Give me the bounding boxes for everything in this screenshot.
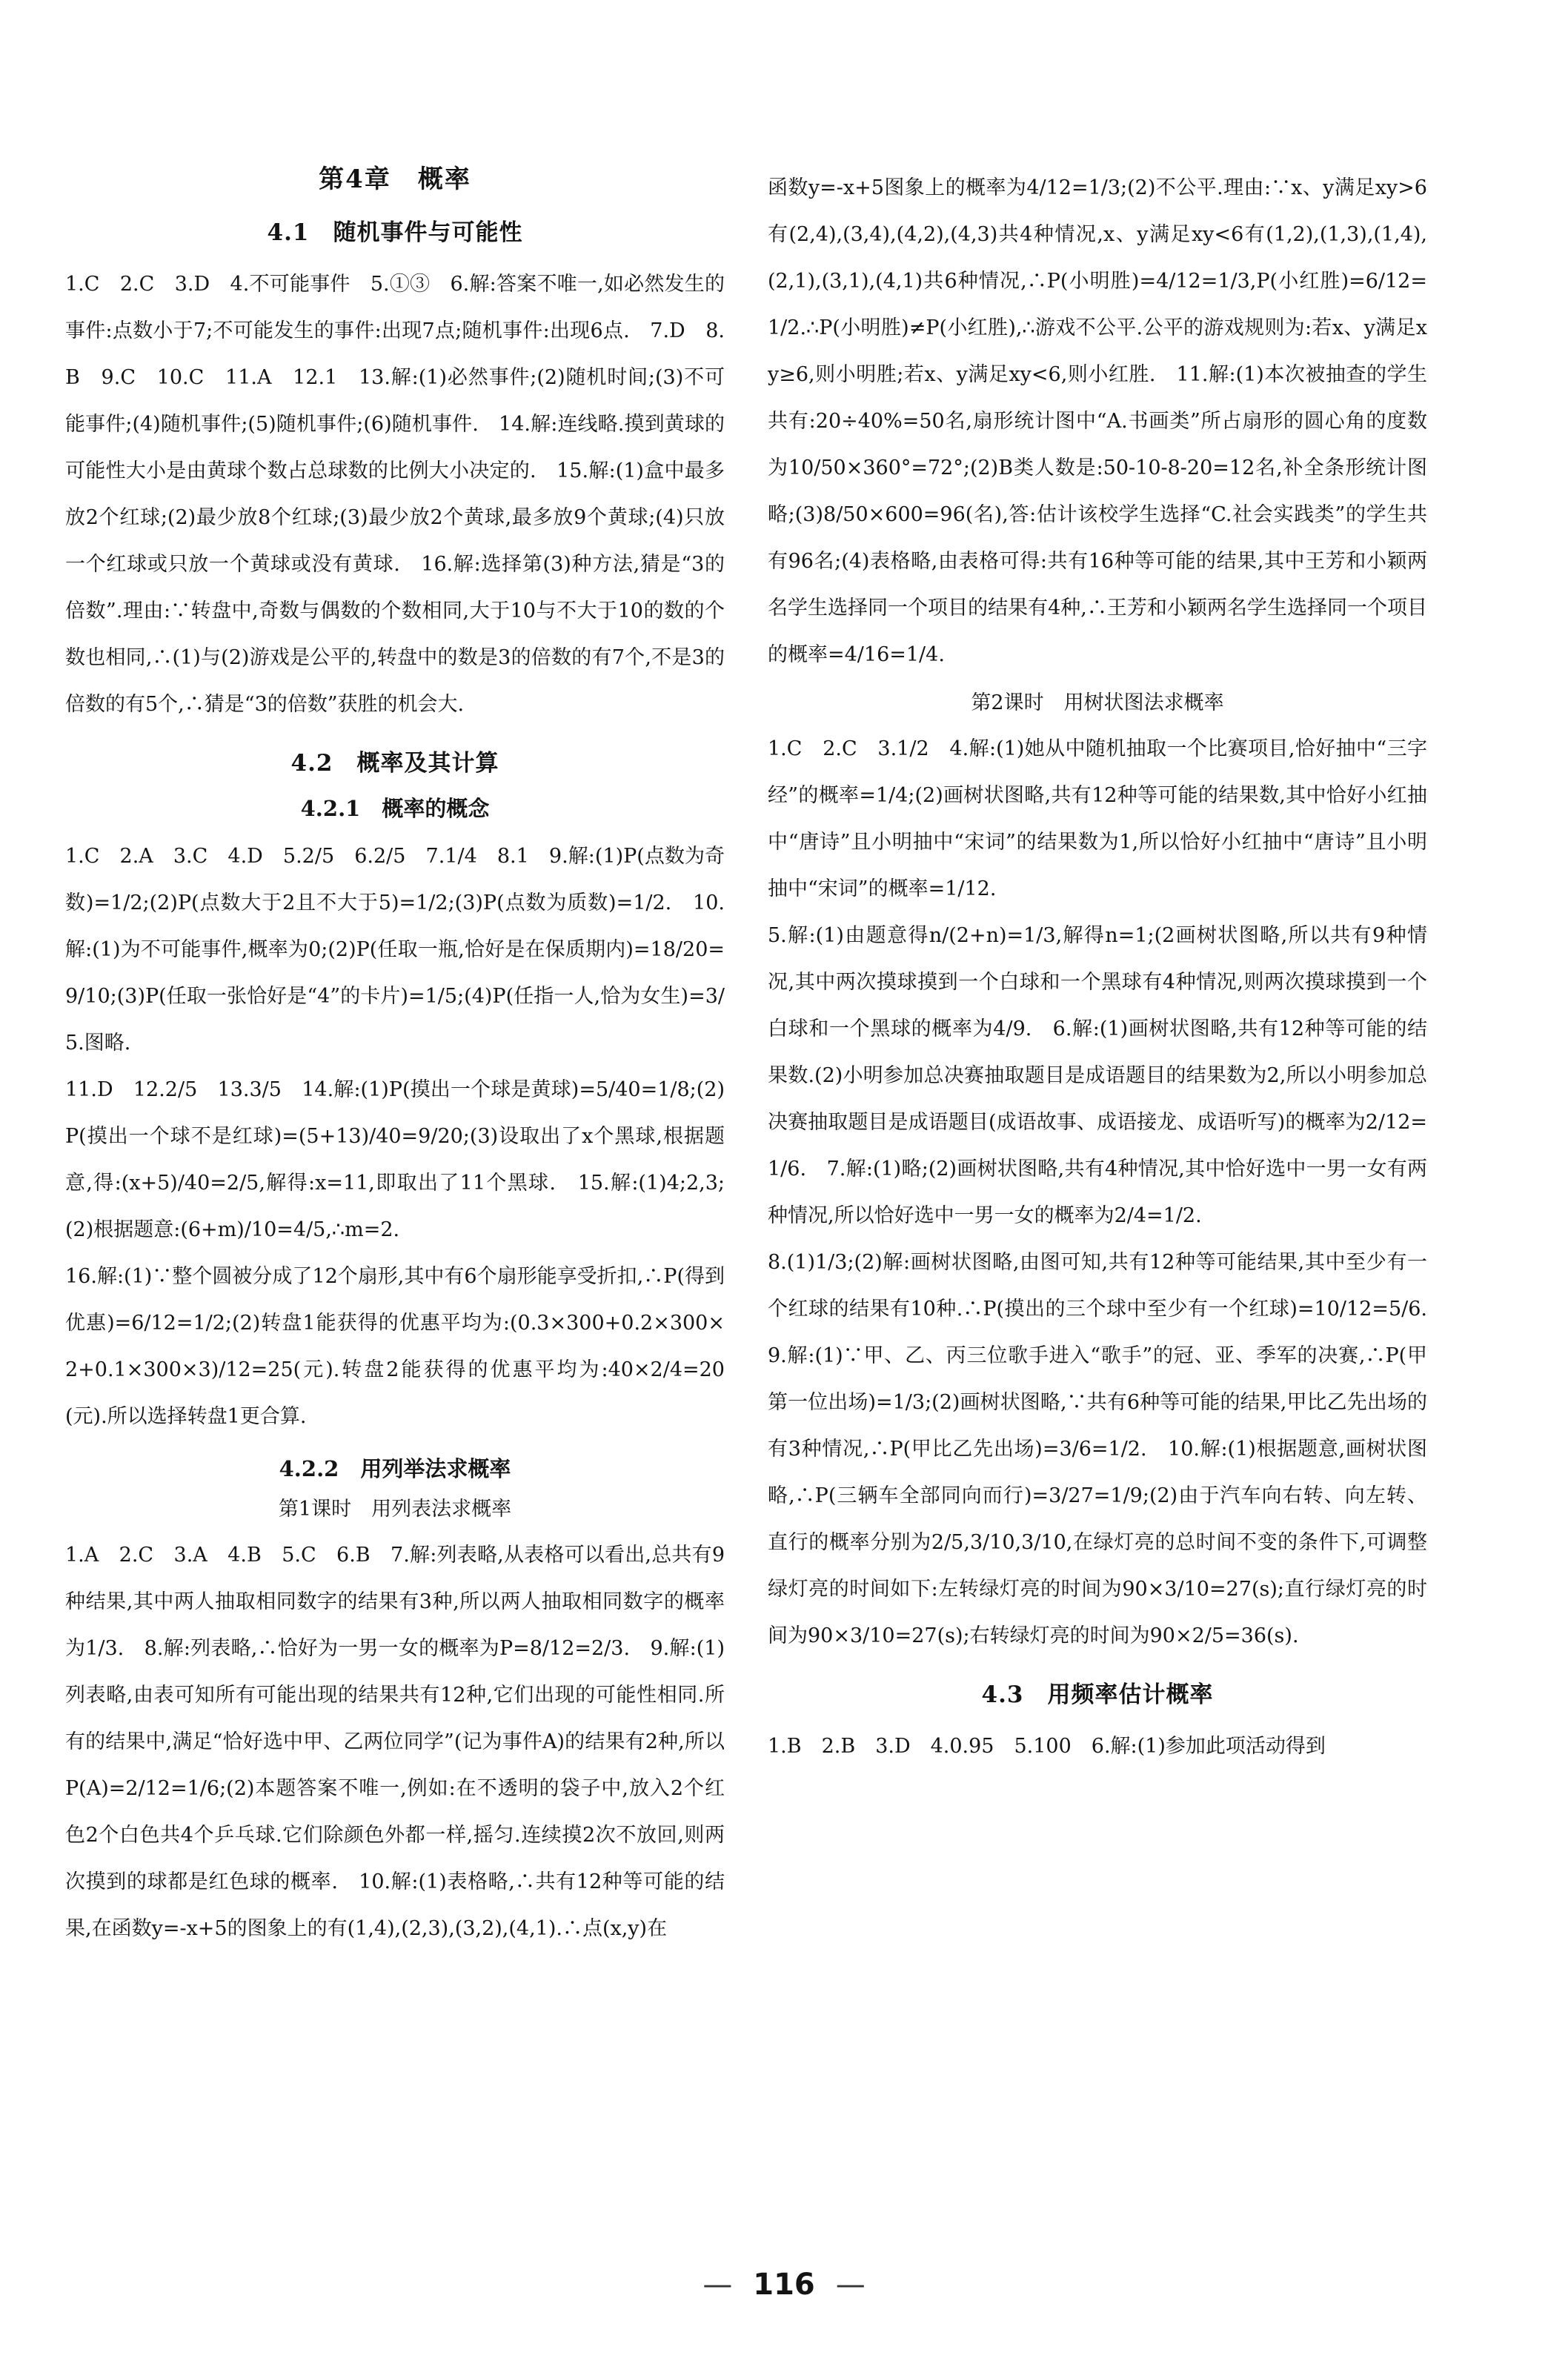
subsection-title-4-2-2: 4.2.2 用列举法求概率 bbox=[279, 1456, 511, 1481]
answers-4-3: 1.B 2.B 3.D 4.0.95 5.100 6.解:(1)参加此项活动得到 bbox=[768, 1735, 1326, 1758]
section-title-4-3: 4.3 用频率估计概率 bbox=[981, 1681, 1214, 1708]
page-number: 116 bbox=[753, 2268, 815, 2302]
answers-4-2-1-part-1: 1.C 2.A 3.C 4.D 5.2/5 6.2/5 7.1/4 8.1 9.解:(1)P(点数为奇数)=1/2;(2)P(点数大于2且不大于5)=1/2;(3)P(点数为质数)=1/2. 10.解:(1)为不可能事件,概率为0;(2)P(任取一瓶,恰好是在保质期内)=18/20=9/10;(3)P(任取一张恰好是“4”的卡片)=1/5;(4)P(任指一人,恰为女生)=3/5.图略. bbox=[65, 845, 725, 1055]
lesson-title-1: 第1课时 用列表法求概率 bbox=[278, 1498, 512, 1521]
answers-4-1: 1.C 2.C 3.D 4.不可能事件 5.①③ 6.解:答案不唯一,如必然发生的事件:点数小于7;不可能发生的事件:出现7点;随机事件:出现6点. 7.D 8.B 9.C 10.C 11.A 12.1 13.解:(1)必然事件;(2)随机时间;(3)不可能事件;(4)随机事件;(5)随机事件;(6)随机事件. 14.解:连线略.摸到黄球的可能性大小是由黄球个数占总球数的比例大小决定的. 15.解:(1)盒中最多放2个红球;(2)最少放8个红球;(3)最少放2个黄球,最多放9个黄球;(4)只放一个红球或只放一个黄球或没有黄球. 16.解:选择第(3)种方法,猜是“3的倍数”.理由:∵转盘中,奇数与偶数的个数相同,大于10与不大于10的数的个数也相同,∴(1)与(2)游戏是公平的,转盘中的数是3的倍数的有7个,不是3的倍数的有5个,∴猜是“3的倍数”获胜的机会大. bbox=[65, 273, 725, 716]
footer-dash-right: — bbox=[835, 2268, 866, 2302]
section-title-4-1: 4.1 随机事件与可能性 bbox=[267, 219, 523, 246]
answers-lesson-2-part-3: 8.(1)1/3;(2)解:画树状图略,由图可知,共有12种等可能结果,其中至少有一个红球的结果有10种.∴P(摸出的三个球中至少有一个红球)=10/12=5/6. 9.解:(1)∵甲、乙、丙三位歌手进入“歌手”的冠、亚、季军的决赛,∴P(甲第一位出场)=1/3;(2)画树状图略,∵共有6种等可能的结果,甲比乙先出场的有3种情况,∴P(甲比乙先出场)=3/6=1/2. 10.解:(1)根据题意,画树状图略,∴P(三辆车全部同向而行)=3/27=1/9;(2)由于汽车向右转、向左转、直行的概率分别为2/5,3/10,3/10,在绿灯亮的总时间不变的条件下,可调整绿灯亮的时间如下:左转绿灯亮的时间为90×3/10=27(s);直行绿灯亮的时间为90×3/10=27(s);右转绿灯亮的时间为90×2/5=36(s). bbox=[768, 1251, 1447, 1647]
answers-4-2-1-part-3: 16.解:(1)∵整个圆被分成了12个扇形,其中有6个扇形能享受折扣,∴P(得到优惠)=6/12=1/2;(2)转盘1能获得的优惠平均为:(0.3×300+0.2×300×2+0.1×300×3)/12=25(元).转盘2能获得的优惠平均为:40×2/4=20(元).所以选择转盘1更合算. bbox=[65, 1265, 725, 1428]
footer-dash-left: — bbox=[702, 2268, 733, 2302]
answers-lesson-2-part-1: 1.C 2.C 3.1/2 4.解:(1)她从中随机抽取一个比赛项目,恰好抽中“三字经”的概率=1/4;(2)画树状图略,共有12种等可能的结果数,其中恰好小红抽中“唐诗”且小明抽中“宋词”的结果数为1,所以恰好小红抽中“唐诗”且小明抽中“宋词”的概率=1/12. bbox=[768, 737, 1427, 900]
section-title-4-2: 4.2 概率及其计算 bbox=[290, 750, 499, 777]
answers-lesson-1: 1.A 2.C 3.A 4.B 5.C 6.B 7.解:列表略,从表格可以看出,总共有9种结果,其中两人抽取相同数字的结果有3种,所以两人抽取相同数字的概率为1/3. 8.解:列表略,∴恰好为一男一女的概率为P=8/12=2/3. 9.解:(1)列表略,由表可知所有可能出现的结果共有12种,它们出现的可能性相同.所有的结果中,满足“恰好选中甲、乙两位同学”(记为事件A)的结果有2种,所以P(A)=2/12=1/6;(2)本题答案不唯一,例如:在不透明的袋子中,放入2个红色2个白色共4个乒乓球.它们除颜色外都一样,摇匀.连续摸2次不放回,则两次摸到的球都是红色球的概率. 10.解:(1)表格略,∴共有12种等可能的结果,在函数y=-x+5的图象上的有(1,4),(2,3),(3,2),(4,1).∴点(x,y)在 bbox=[65, 1544, 725, 1940]
answers-lesson-1-continued: 函数y=-x+5图象上的概率为4/12=1/3;(2)不公平.理由:∵x、y满足xy>6有(2,4),(3,4),(4,2),(4,3)共4种情况,x、y满足xy<6有(1,2),(1,3),(1,4),(2,1),(3,1),(4,1)共6种情况,∴P(小明胜)=4/12=1/3,P(小红胜)=6/12=1/2.∴P(小明胜)≠P(小红胜),∴游戏不公平.公平的游戏规则为:若x、y满足xy≥6,则小明胜;若x、y满足xy<6,则小红胜. 11.解:(1)本次被抽查的学生共有:20÷40%=50名,扇形统计图中“A.书画类”所占扇形的圆心角的度数为10/50×360°=72°;(2)B类人数是:50-10-8-20=12名,补全条形统计图略;(3)8/50×600=96(名),答:估计该校学生选择“C.社会实践类”的学生共有96名;(4)表格略,由表格可得:共有16种等可能的结果,其中王芳和小颖两名学生选择同一个项目的结果有4种,∴王芳和小颖两名学生选择同一个项目的概率=4/16=1/4. bbox=[768, 176, 1427, 666]
subsection-title-4-2-1: 4.2.1 概率的概念 bbox=[300, 796, 490, 821]
chapter-title: 第4章 概率 bbox=[319, 165, 471, 194]
page-footer bbox=[0, 2268, 1568, 2302]
left-column bbox=[65, 162, 725, 1952]
lesson-title-2: 第2课时 用树状图法求概率 bbox=[971, 691, 1224, 714]
right-column bbox=[768, 165, 1447, 1770]
answers-4-2-1-part-2: 11.D 12.2/5 13.3/5 14.解:(1)P(摸出一个球是黄球)=5/40=1/8;(2)P(摸出一个球不是红球)=(5+13)/40=9/20;(3)设取出了x个黑球,根据题意,得:(x+5)/40=2/5,解得:x=11,即取出了11个黑球. 15.解:(1)4;2,3;(2)根据题意:(6+m)/10=4/5,∴m=2. bbox=[65, 1078, 725, 1241]
answers-lesson-2-part-2: 5.解:(1)由题意得n/(2+n)=1/3,解得n=1;(2画树状图略,所以共有9种情况,其中两次摸球摸到一个白球和一个黑球有4种情况,则两次摸球摸到一个白球和一个黑球的概率为4/9. 6.解:(1)画树状图略,共有12种等可能的结果数.(2)小明参加总决赛抽取题目是成语题目的结果数为2,所以小明参加总决赛抽取题目是成语题目(成语故事、成语接龙、成语听写)的概率为2/12=1/6. 7.解:(1)略;(2)画树状图略,共有4种情况,其中恰好选中一男一女有两种情况,所以恰好选中一男一女的概率为2/4=1/2. bbox=[768, 924, 1427, 1227]
